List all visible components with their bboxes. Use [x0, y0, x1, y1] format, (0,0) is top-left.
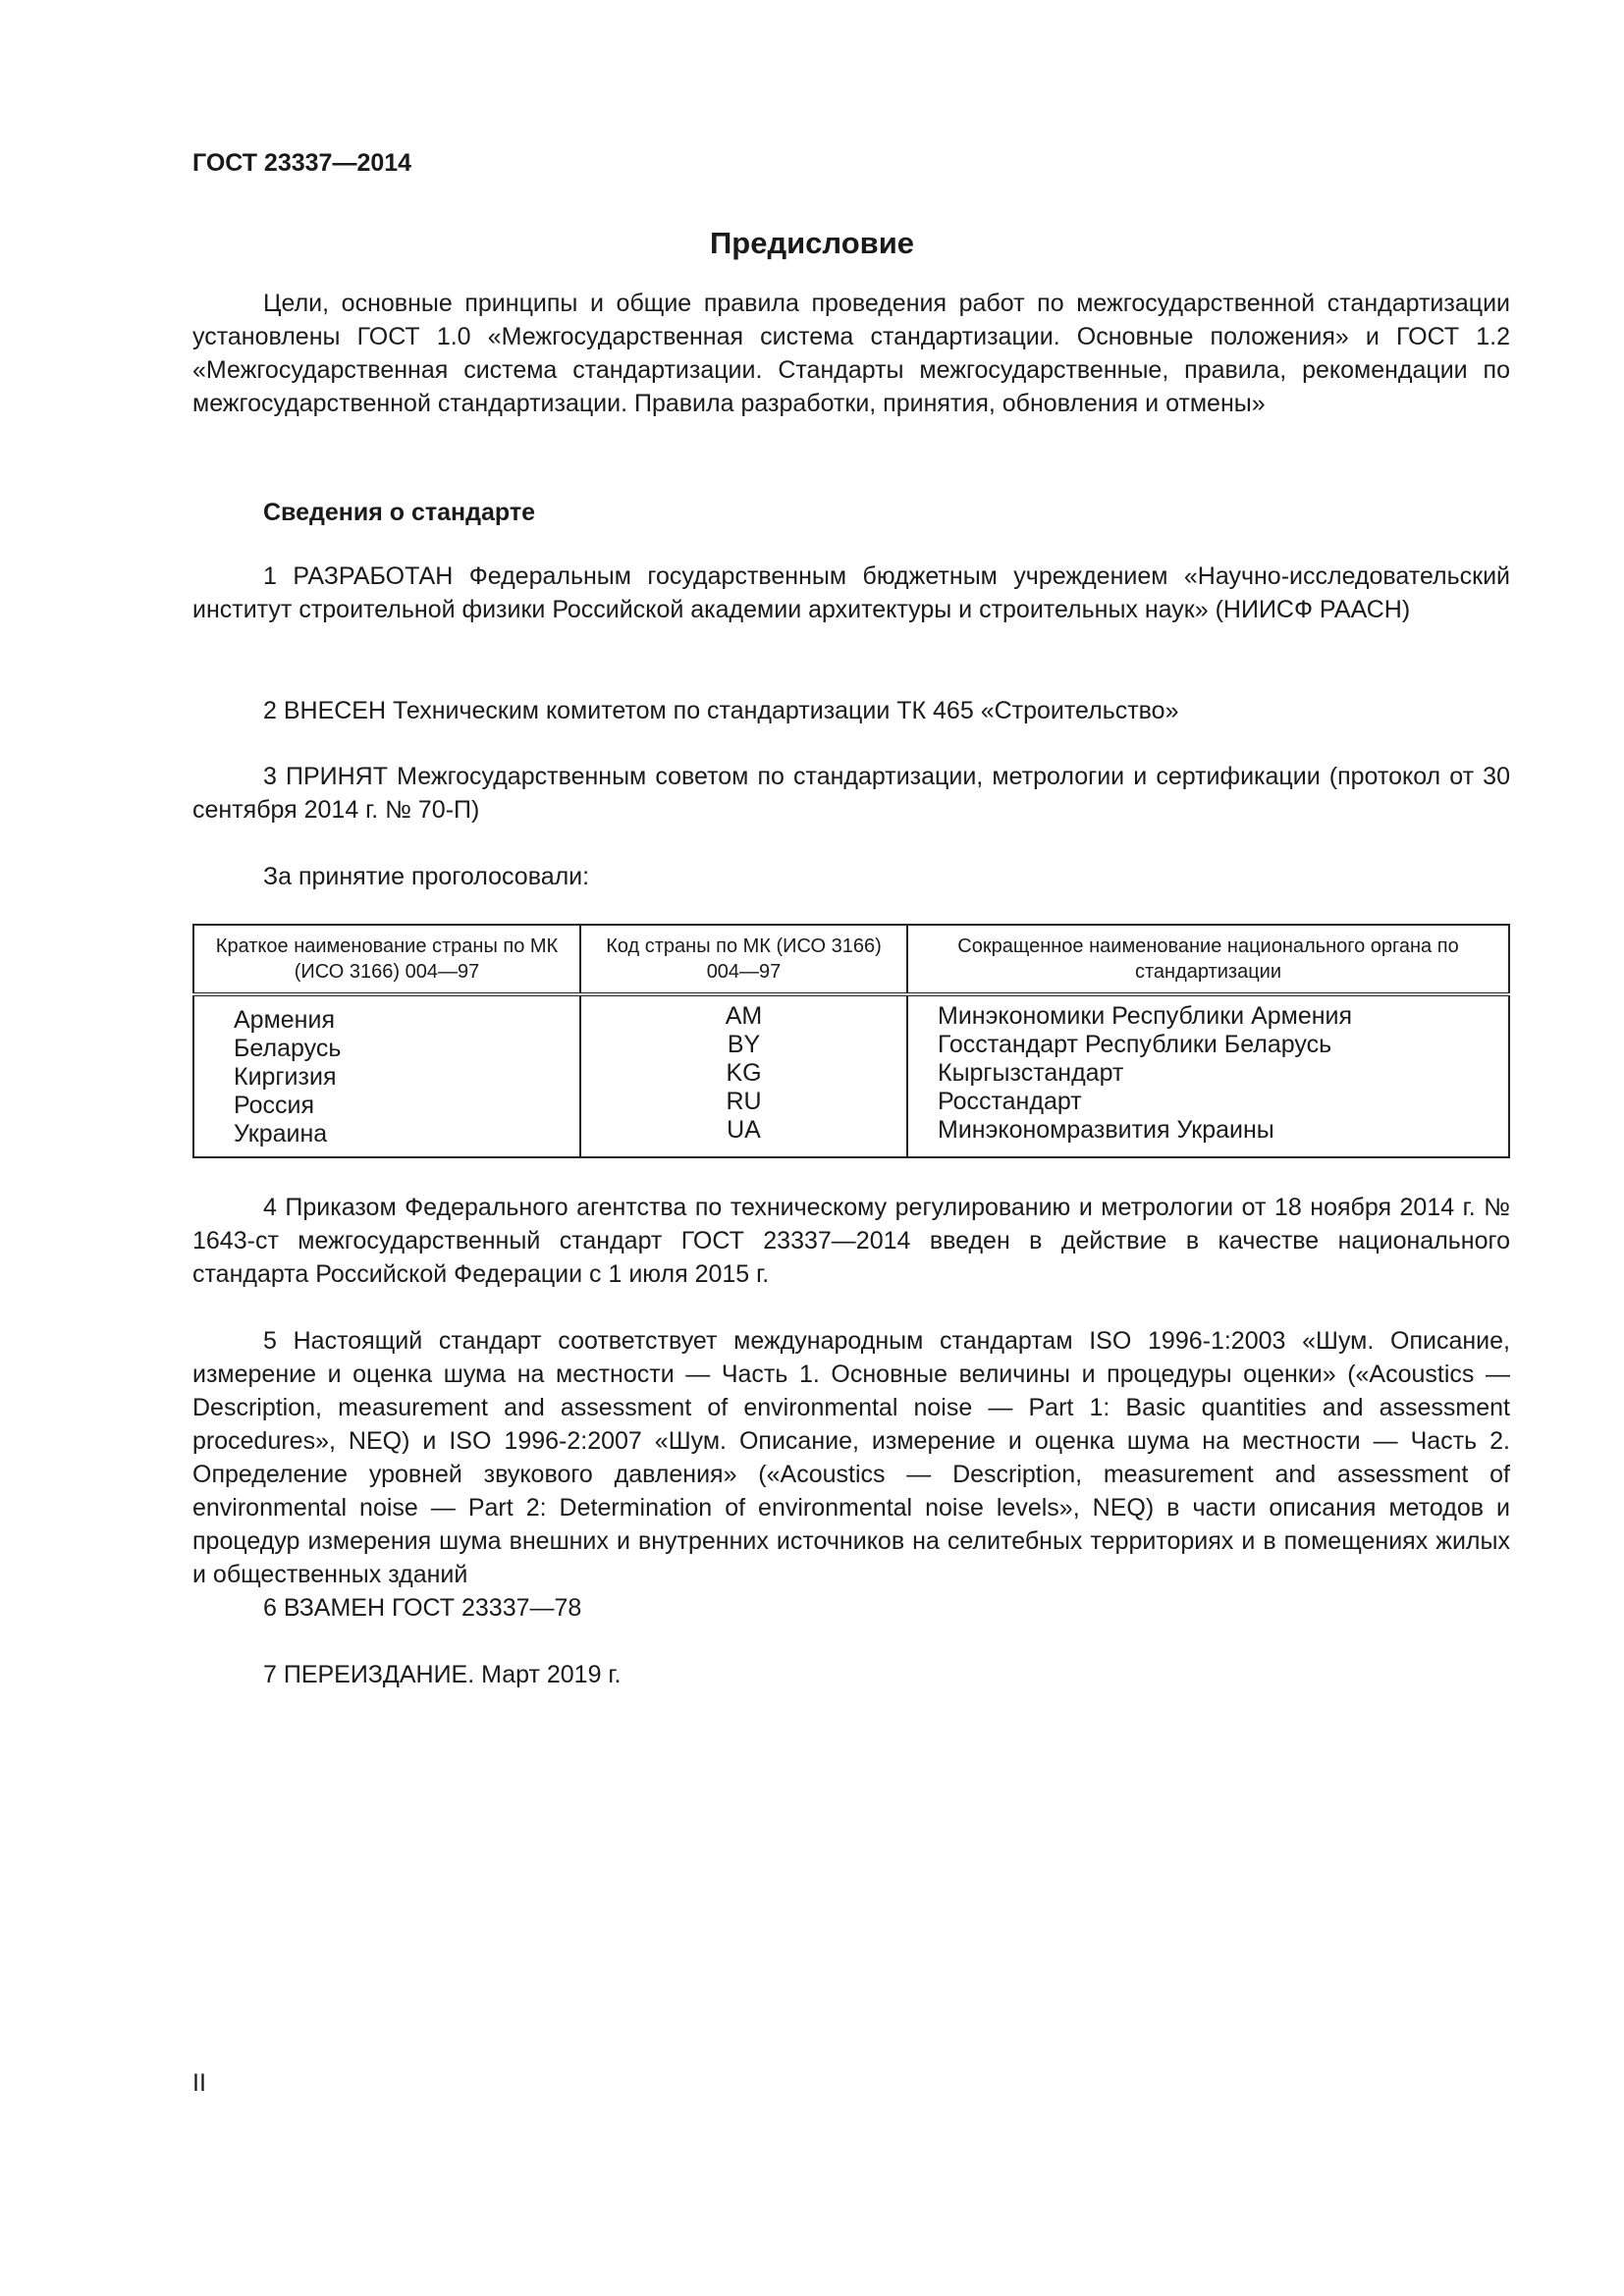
item-conformity: 5 Настоящий стандарт соответствует международным стандартам ISO 1996-1:2003 «Шум. Описание, измерение и оценка шума на местности — Часть 1. Основные величины и процедуры оценки» («Acoustics — Description, measurement and assessment of environmental noise — Part 1: Basic quantities and assessment procedures», NEQ) и ISO 1996-2:2007 «Шум. Описание, измерение и оценка шума на местности — Часть 2. Определение уровней звукового давления» («Acoustics — Description, measurement and assessment of environmental noise — Part 2: Determination of environmental noise levels», NEQ) в части описания методов и процедур измерения шума внешних и внутренних источников на селитебных территориях и в помещениях жилых и общественных зданий: [192, 1327, 1510, 1588]
country-name: Армения: [234, 1006, 335, 1034]
standards-body: Росстандарт: [938, 1088, 1082, 1115]
item-introduced: 2 ВНЕСЕН Техническим комитетом по стандартизации ТК 465 «Строительство»: [263, 697, 1179, 724]
country-name: Украина: [234, 1120, 328, 1148]
country-codes-cell: [580, 994, 907, 1157]
country-code: AM: [725, 1002, 763, 1030]
item-adopted: 3 ПРИНЯТ Межгосударственным советом по стандартизации, метрологии и сертификации (протокол от 30 сентября 2014 г. № 70-П): [192, 763, 1510, 824]
country-name: Беларусь: [234, 1035, 342, 1062]
standards-body: Госстандарт Республики Беларусь: [938, 1031, 1332, 1058]
page-title: Предисловие: [709, 226, 914, 260]
standards-body: Кыргызстандарт: [938, 1059, 1124, 1087]
country-code: KG: [726, 1059, 762, 1087]
country-code: BY: [727, 1031, 761, 1058]
table-header-row: [193, 925, 1509, 994]
standards-body: Минэкономразвития Украины: [938, 1116, 1274, 1144]
country-name: Киргизия: [234, 1063, 337, 1091]
document-code-header: ГОСТ 23337—2014: [192, 149, 412, 177]
header-standards-body: Сокращенное наименование национального органа по стандартизации: [907, 925, 1509, 994]
country-name: Россия: [234, 1092, 314, 1119]
intro-paragraph: Цели, основные принципы и общие правила проведения работ по межгосударственной стандартизации установлены ГОСТ 1.0 «Межгосударственная система стандартизации. Основные положения» и ГОСТ 1.2 «Межгосударственная система стандартизации. Стандарты межгосударственные, правила, рекомендации по межгосударственной стандартизации. Правила разработки, принятия, обновления и отмены»: [192, 290, 1510, 417]
voting-table: [192, 924, 1510, 1158]
item-reissue: 7 ПЕРЕИЗДАНИЕ. Март 2019 г.: [263, 1661, 622, 1688]
item-developed: 1 РАЗРАБОТАН Федеральным государственным бюджетным учреждением «Научно-исследовательский институт строительной физики Российской академии архитектуры и строительных наук» (НИИСФ РААСН): [192, 562, 1510, 623]
country-code: RU: [726, 1088, 762, 1115]
standards-body: Минэкономики Республики Армения: [938, 1002, 1353, 1030]
item-order: 4 Приказом Федерального агентства по техническому регулированию и метрологии от 18 ноября 2014 г. № 1643-ст межгосударственный стандарт ГОСТ 23337—2014 введен в действие в качестве национального стандарта Российской Федерации с 1 июля 2015 г.: [192, 1194, 1510, 1288]
standards-bodies-cell: [907, 994, 1509, 1157]
section-heading: Сведения о стандарте: [263, 499, 536, 526]
item-replaces: 6 ВЗАМЕН ГОСТ 23337—78: [263, 1594, 582, 1622]
header-country-name: Краткое наименование страны по МК (ИСО 3166) 004—97: [193, 925, 580, 994]
country-code: UA: [727, 1116, 761, 1144]
voted-label: За принятие проголосовали:: [263, 863, 590, 890]
country-names-cell: [193, 994, 580, 1157]
header-country-code: Код страны по МК (ИСО 3166) 004—97: [580, 925, 907, 994]
table-body-row: [193, 994, 1509, 1157]
page-number: II: [192, 2069, 206, 2097]
